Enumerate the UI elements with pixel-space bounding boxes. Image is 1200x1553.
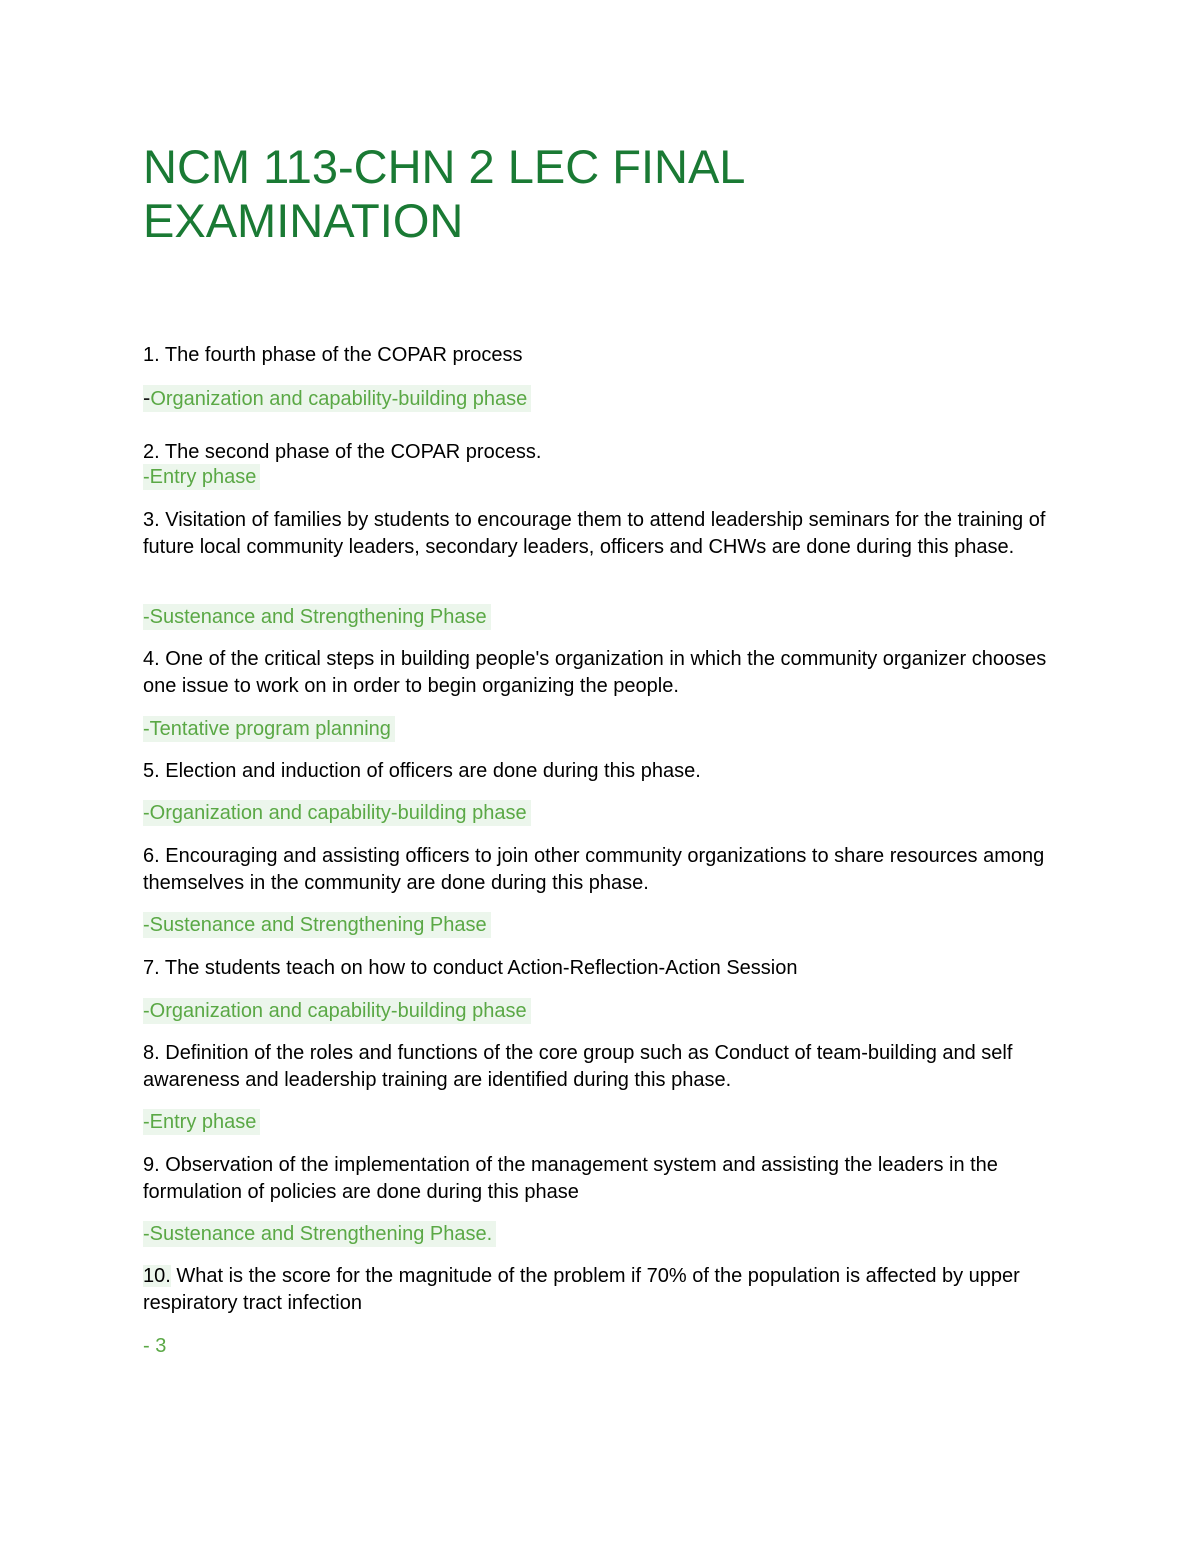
document-title: NCM 113-CHN 2 LEC FINAL EXAMINATION [143,140,744,247]
question-number: 4. [143,648,160,670]
question-number: 5. [143,760,160,782]
question-text: The second phase of the COPAR process. [159,441,542,463]
question-text: Election and induction of officers are done during this phase. [159,760,701,782]
question-text: Definition of the roles and functions of the core group such as Conduct of team-building and self awareness and leadership training are identified during this phase. [143,1042,1013,1091]
answer-3: -Sustenance and Strengthening Phase [143,604,491,630]
question-number: 6. [143,845,160,867]
question-text: The students teach on how to conduct Action-Reflection-Action Session [159,957,798,979]
question-text: What is the score for the magnitude of the problem if 70% of the population is affected by upper respiratory tract infection [143,1265,1020,1314]
question-text: Visitation of families by students to encourage them to attend leadership seminars for the training of future local community leaders, secondary leaders, officers and CHWs are done during this phase. [143,509,1046,558]
question-5 [143,758,1063,785]
answer-2: -Entry phase [143,464,260,490]
question-8 [143,1040,1063,1094]
question-7 [143,955,1063,982]
answer-6: -Sustenance and Strengthening Phase [143,912,491,938]
answer-4: -Tentative program planning [143,716,395,742]
question-number: 10. [143,1265,171,1287]
question-6 [143,843,1063,897]
answer-9: -Sustenance and Strengthening Phase. [143,1221,496,1247]
question-text: Encouraging and assisting officers to join other community organizations to share resources among themselves in the community are done during this phase. [143,845,1045,894]
question-number: 2. [143,441,160,463]
answer-5: -Organization and capability-building phase [143,800,531,826]
answer-1 [143,385,531,412]
question-text: One of the critical steps in building people's organization in which the community organizer chooses one issue to work on in order to begin organizing the people. [143,648,1047,697]
question-2 [143,439,1063,466]
question-text: The fourth phase of the COPAR process [159,344,523,366]
question-text: Observation of the implementation of the management system and assisting the leaders in the formulation of policies are done during this phase [143,1154,998,1203]
answer-prefix: - [143,385,151,410]
question-number: 9. [143,1154,160,1176]
question-3 [143,507,1063,561]
question-4 [143,646,1063,700]
question-number: 1. [143,344,160,366]
question-10 [143,1263,1063,1317]
answer-8: -Entry phase [143,1109,260,1135]
question-9 [143,1152,1063,1206]
answer-text: Organization and capability-building phase [150,388,528,410]
question-number: 7. [143,957,160,979]
question-number: 3. [143,509,160,531]
question-1 [143,342,1063,369]
question-number: 8. [143,1042,160,1064]
answer-10: - 3 [143,1335,167,1357]
answer-7: -Organization and capability-building phase [143,998,531,1024]
